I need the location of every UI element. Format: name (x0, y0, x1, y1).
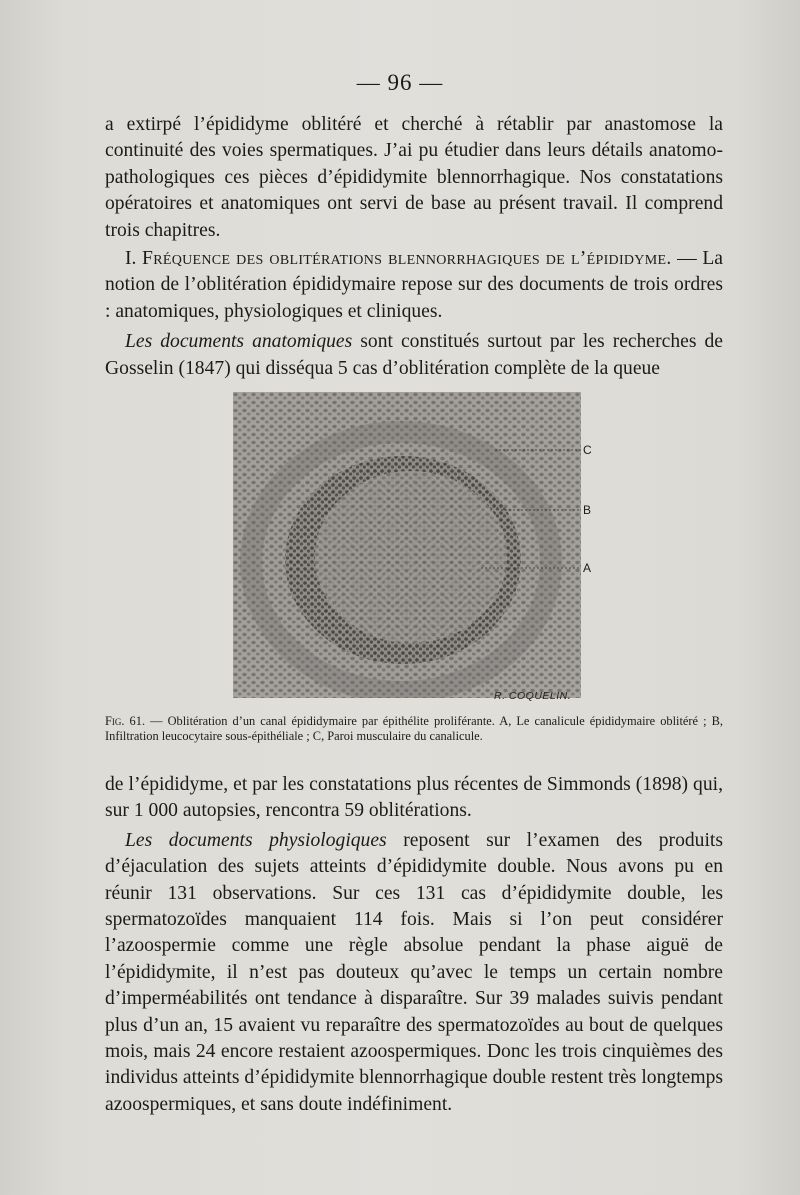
artist-signature: R. COQUELIN. (494, 690, 572, 702)
caption-text: — Oblitération d’un canal épididymaire par épithélite proliférante. A, Le canalicule épididymaire oblitéré ; B, Infiltration leucocytaire sous-épithéliale ; C, Paroi musculaire du canalicule. (105, 714, 723, 743)
paragraph-intro: a extirpé l’épididyme oblitéré et cherché à rétablir par anastomose la continuité des voies spermatiques. J’ai pu étudier dans leurs détails anatomo-pathologiques ces pièces d’épididymite blennorrhagique. Nos constatations opératoires et anatomiques ont servi de base au présent travail. Il comprend trois chapitres. (105, 114, 723, 241)
paragraph-physiological (105, 828, 723, 1118)
section-number: I. (125, 248, 137, 270)
epithelial-proliferation (315, 471, 507, 643)
figure-caption (105, 714, 723, 744)
anatomical-rest: sont constitués surtout par les recherches de Gosselin (1847) qui disséqua 5 cas d’oblitération complète de la queue (105, 331, 723, 379)
paragraph-anatomical (105, 329, 723, 382)
histology-figure (233, 392, 581, 698)
text-block-bottom (105, 772, 723, 1118)
paragraph-simmonds: de l’épididyme, et par les constatations plus récentes de Simmonds (1898) qui, sur 1 000 autopsies, rencontra 59 oblitérations. (105, 774, 723, 822)
section-heading-paragraph (105, 246, 723, 325)
section-dash: — (671, 248, 697, 270)
page-number: — 96 — (356, 70, 444, 95)
figure-label-c: C (583, 443, 592, 457)
physiological-rest: reposent sur l’examen des produits d’éjaculation des sujets atteints d’épididymite double. Nous avons pu en réunir 131 observations. Sur ces 131 cas d’épididymite double, les spermatozoïdes manquaient 114 fois. Mais si l’on peut considérer l’azoospermie comme une règle absolue pendant la phase aiguë de l’épididymite, il n’est pas douteux qu’avec le temps un certain nombre d’imperméabilités ont tendance à disparaître. Sur 39 malades suivis pendant plus d’un an, 15 avaient vu reparaître des spermatozoïdes au bout de quelques mois, mais 24 encore restaient azoospermiques. Donc les trois cinquièmes des individus atteints d’épididymite blennorrhagique double restent très longtemps azoospermiques, et sans doute indéfiniment. (105, 829, 723, 1115)
anatomical-lead: Les documents anatomiques (125, 331, 353, 353)
physiological-lead: Les documents physiologiques (125, 829, 387, 851)
text-block-top (105, 112, 723, 382)
histology-illustration (233, 392, 581, 698)
section-title: Fréquence des oblitérations blennorrhagiques de l’épididyme. (142, 248, 672, 270)
paragraph-notion: La notion de l’oblitération épididymaire repose sur des documents de trois ordres : anatomiques, physiologiques et cliniques. (105, 248, 723, 322)
figure-label-b: B (583, 503, 592, 517)
figure-label-a: A (583, 561, 592, 575)
caption-label: Fig. 61. (105, 714, 146, 728)
